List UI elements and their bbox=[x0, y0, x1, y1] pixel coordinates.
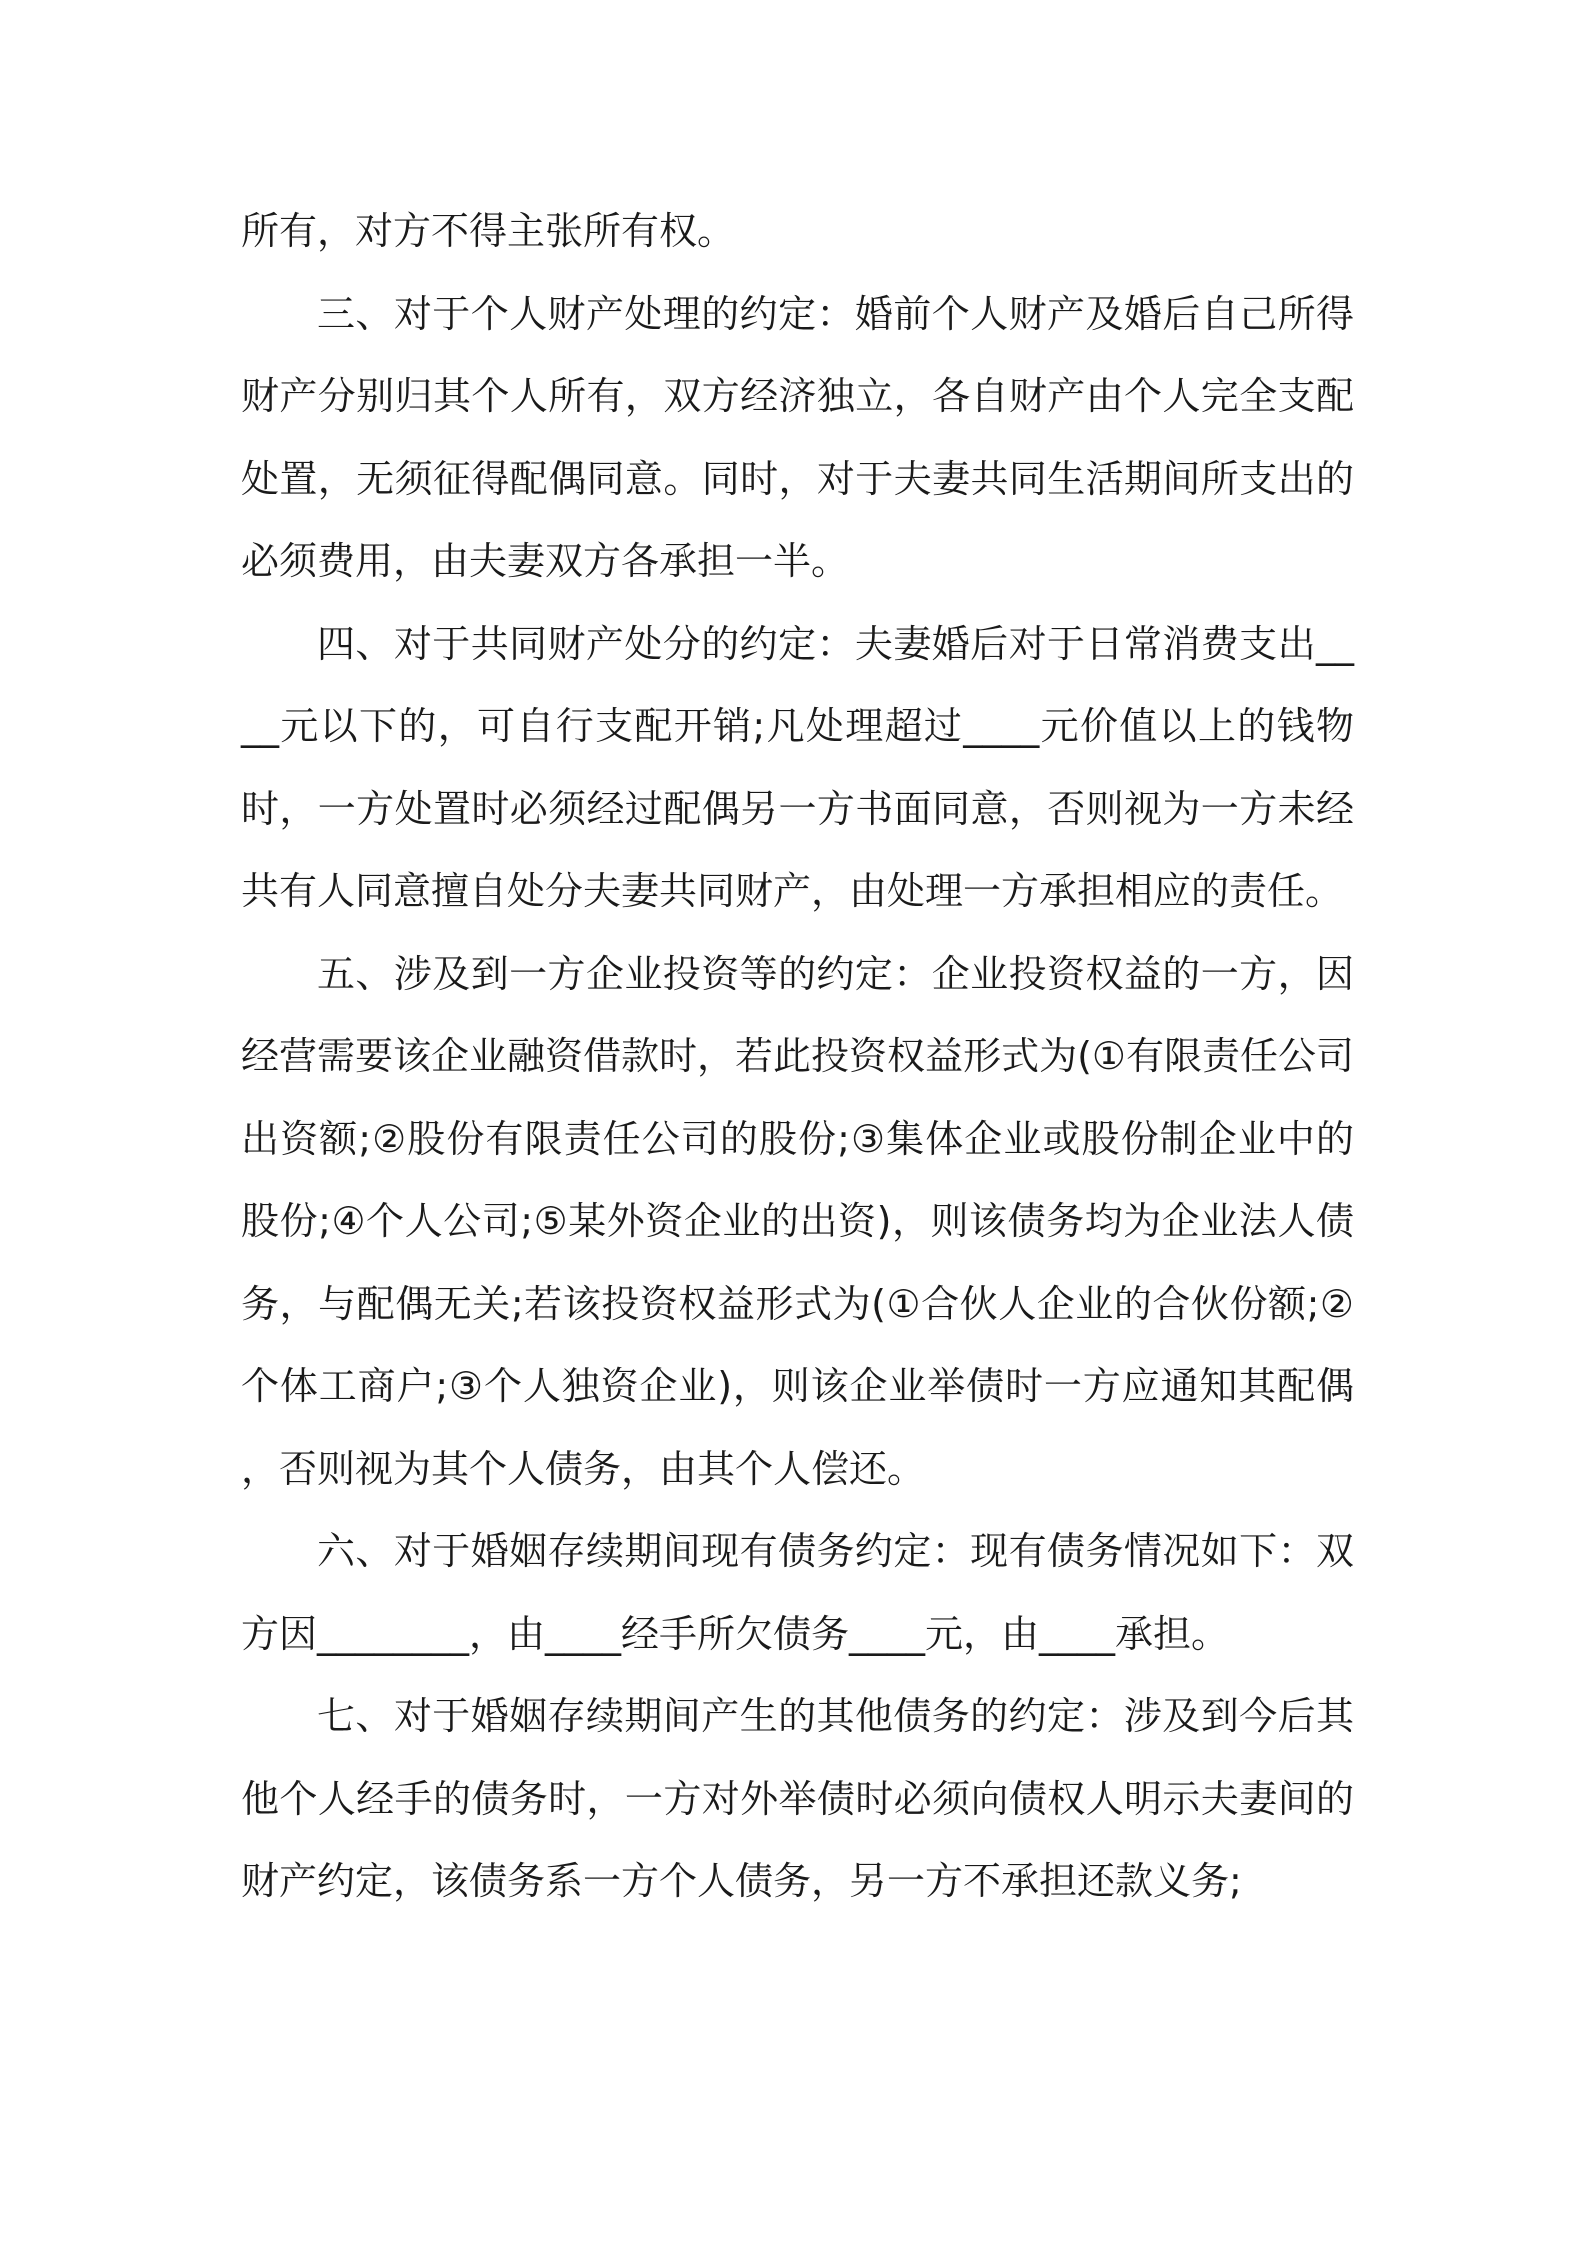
paragraph-clause-6: 六、对于婚姻存续期间现有债务约定：现有债务情况如下：双方因________，由____经手所欠债务____元，由____承担。 bbox=[241, 1529, 1354, 1656]
document-body bbox=[241, 190, 1354, 1923]
paragraph-clause-4: 四、对于共同财产处分的约定：夫妻婚后对于日常消费支出____元以下的，可自行支配开销;凡处理超过____元价值以上的钱物时，一方处置时必须经过配偶另一方书面同意，否则视为一方未经共有人同意擅自处分夫妻共同财产，由处理一方承担相应的责任。 bbox=[241, 621, 1354, 913]
paragraph-clause-3: 三、对于个人财产处理的约定：婚前个人财产及婚后自己所得财产分别归其个人所有，双方经济独立，各自财产由个人完全支配处置，无须征得配偶同意。同时，对于夫妻共同生活期间所支出的必须费用，由夫妻双方各承担一半。 bbox=[241, 291, 1354, 583]
paragraph-continuation: 所有，对方不得主张所有权。 bbox=[241, 209, 736, 253]
paragraph-clause-7: 七、对于婚姻存续期间产生的其他债务的约定：涉及到今后其他个人经手的债务时，一方对外举债时必须向债权人明示夫妻间的财产约定，该债务系一方个人债务，另一方不承担还款义务; bbox=[241, 1694, 1354, 1903]
paragraph-clause-5: 五、涉及到一方企业投资等的约定：企业投资权益的一方，因经营需要该企业融资借款时，若此投资权益形式为(①有限责任公司出资额;②股份有限责任公司的股份;③集体企业或股份制企业中的股份;④个人公司;⑤某外资企业的出资)，则该债务均为企业法人债务，与配偶无关;若该投资权益形式为(①合伙人企业的合伙份额;②个体工商户;③个人独资企业)，则该企业举债时一方应通知其配偶，否则视为其个人债务，由其个人偿还。 bbox=[241, 951, 1354, 1491]
